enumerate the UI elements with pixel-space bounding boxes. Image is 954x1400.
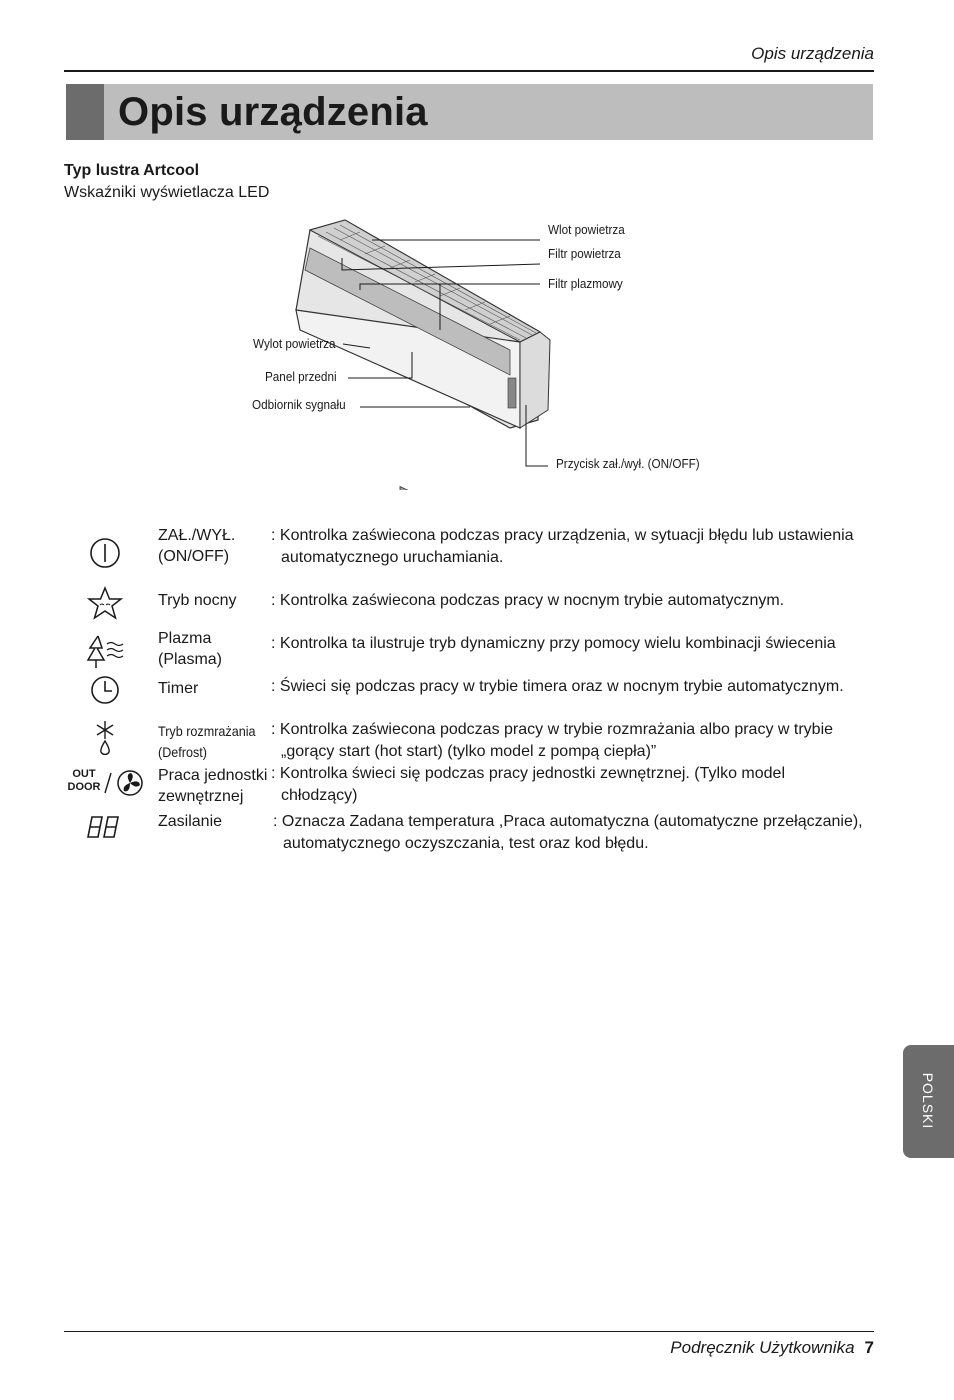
header-rule <box>64 70 874 72</box>
page-number: 7 <box>864 1338 874 1357</box>
footer <box>670 1338 874 1358</box>
outdoor-fan-icon <box>103 767 145 799</box>
defrost-icon <box>80 719 130 759</box>
led-label: Praca jednostki zewnętrznej <box>158 767 268 805</box>
led-label: Timer <box>158 680 199 697</box>
led-description: : Kontrolka zaświecona podczas pracy w nocnym trybie automatycznym. <box>271 592 785 609</box>
title-bar <box>66 84 873 140</box>
running-header: Opis urządzenia <box>751 44 874 63</box>
callout-onoff-button: Przycisk zał./wył. (ON/OFF) <box>556 456 700 471</box>
segment-display-icon <box>82 811 132 851</box>
footer-rule <box>64 1331 874 1332</box>
led-description: : Kontrolka zaświecona podczas pracy urządzenia, w sytuacji błędu lub ustawienia automatycznego uruchamiania. <box>271 527 854 566</box>
sleep-star-icon <box>80 584 130 624</box>
page-title: Opis urządzenia <box>118 90 428 134</box>
footer-title: Podręcznik Użytkownika <box>670 1338 855 1357</box>
led-label: ZAŁ./WYŁ. (ON/OFF) <box>158 527 236 565</box>
callout-front-panel: Panel przedni <box>265 369 337 384</box>
language-tab-label: POLSKI <box>920 1072 936 1130</box>
callout-air-inlet: Wlot powietrza <box>548 222 625 237</box>
led-description: : Świeci się podczas pracy w trybie timera oraz w nocnym trybie automatycznym. <box>271 678 844 695</box>
led-label: Tryb rozmrażania (Defrost) <box>158 723 256 760</box>
outdoor-label-text: OUT DOOR <box>67 768 101 793</box>
clock-icon <box>80 670 130 710</box>
power-icon <box>80 533 130 573</box>
unit-diagram <box>0 200 954 490</box>
callout-signal-receiver: Odbiornik sygnału <box>252 397 346 412</box>
callout-plasma-filter: Filtr plazmowy <box>548 276 623 291</box>
led-description: : Kontrolka świeci się podczas pracy jednostki zewnętrznej. (Tylko model chłodzący) <box>271 765 785 804</box>
callout-air-outlet: Wylot powietrza <box>253 336 336 351</box>
section-caption: Wskaźniki wyświetlacza LED <box>64 184 270 201</box>
plasma-icon <box>80 632 130 672</box>
section-subtitle: Typ lustra Artcool <box>64 162 200 179</box>
led-description: : Oznacza Zadana temperatura ,Praca automatyczna (automatyczne przełączanie), automatycznego oczyszczania, test oraz kod błędu. <box>273 813 863 852</box>
led-label: Zasilanie <box>158 813 223 830</box>
led-label: Tryb nocny <box>158 592 237 609</box>
language-tab <box>903 1045 954 1158</box>
led-label: Plazma (Plasma) <box>158 630 223 668</box>
indoor-unit-illustration <box>0 200 954 490</box>
led-description: : Kontrolka ta ilustruje tryb dynamiczny przy pomocy wielu kombinacji świecenia <box>271 635 836 652</box>
title-accent-block <box>66 84 104 140</box>
led-description: : Kontrolka zaświecona podczas pracy w trybie rozmrażania albo pracy w trybie „gorący start (hot start) (tylko model z pompą ciepła)” <box>271 721 834 760</box>
callout-air-filter: Filtr powietrza <box>548 246 621 261</box>
